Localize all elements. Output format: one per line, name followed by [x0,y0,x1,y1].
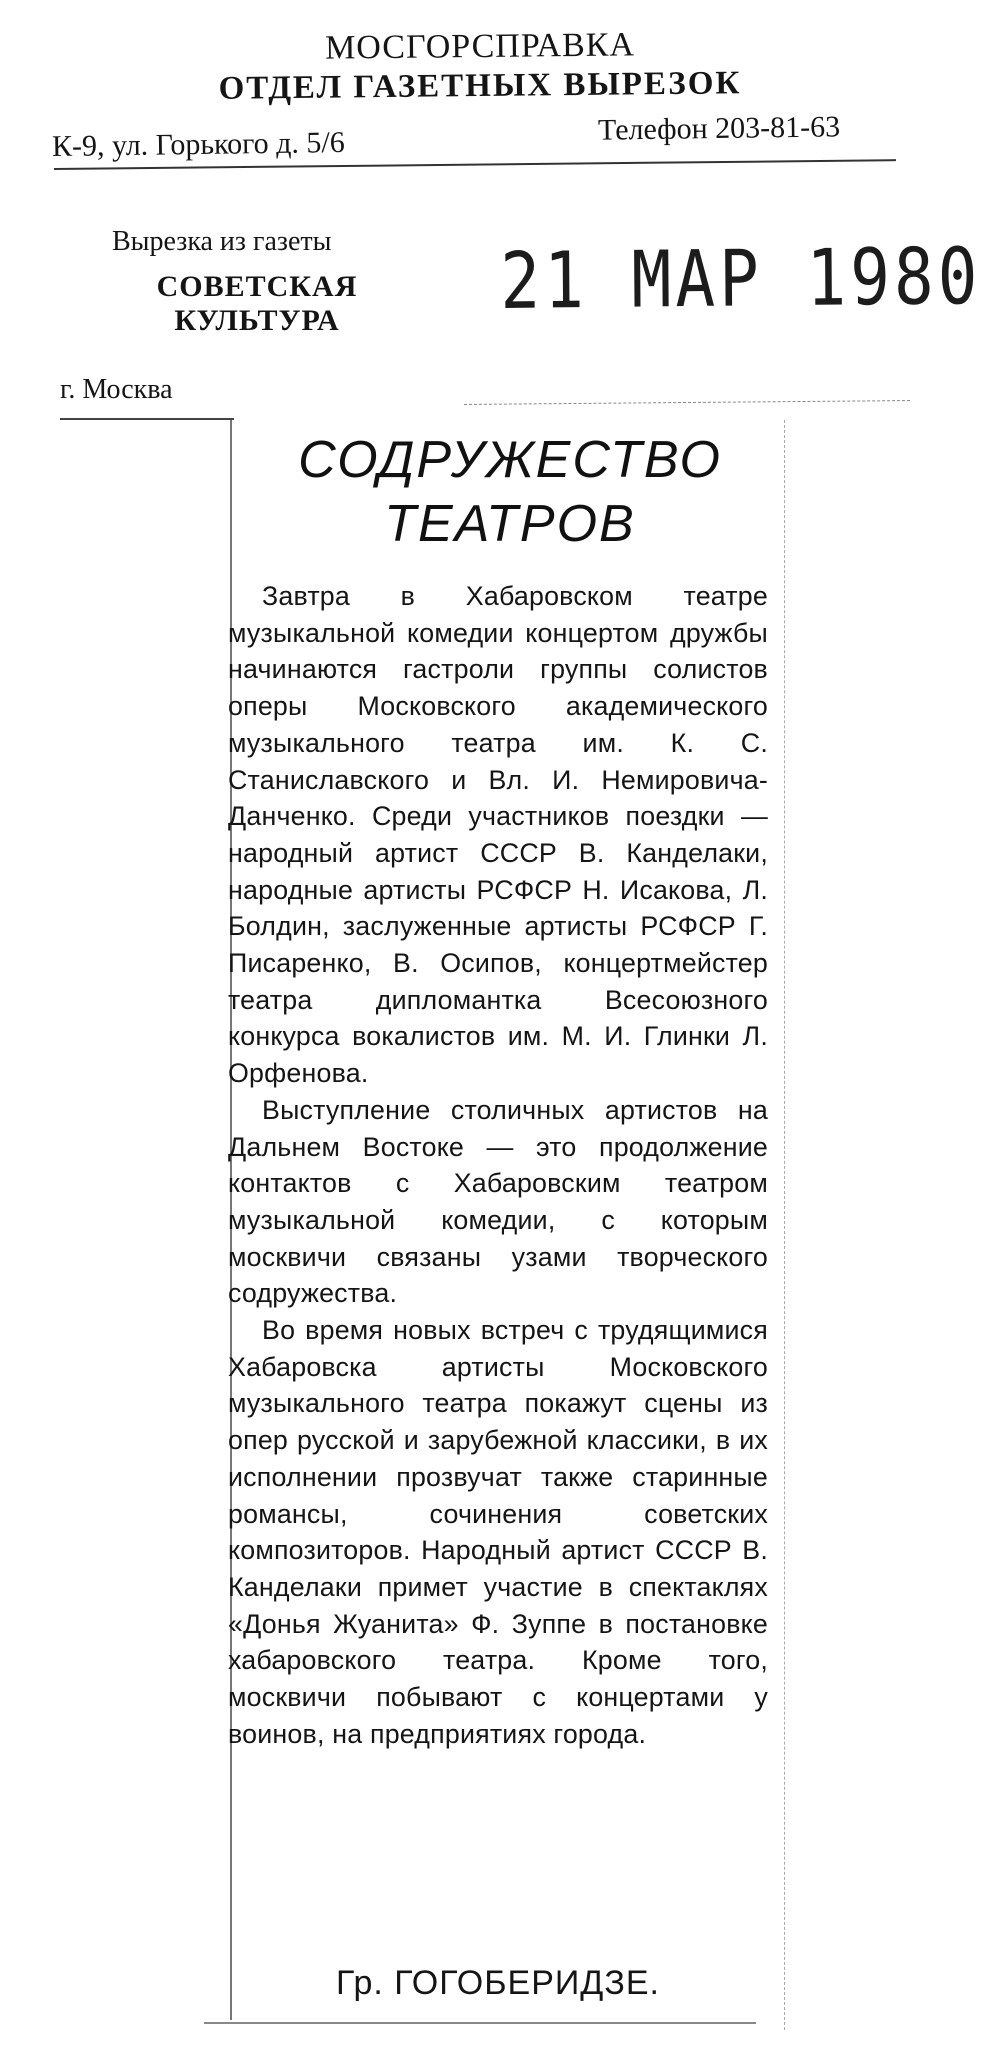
date-stamp: 21 МАР 1980 [500,231,982,327]
address: К-9, ул. Горького д. 5/6 [51,125,345,164]
article-paragraph: Завтра в Хабаровском театре музыкальной комедии концертом дружбы начинаются гастроли группы солистов оперы Московского академического музыкального театра им. К. С. Станиславского и Вл. И. Немировича-Данченко. Среди участников поездки — народный артист СССР В. Канделаки, народные артисты РСФСР Н. Исакова, Л. Болдин, заслуженные артисты РСФСР Г. Писаренко, В. Осипов, концертмейстер театра дипломантка Всесоюзного конкурса вокалистов им. М. И. Глинки Л. Орфенова. [228,581,768,1089]
article-headline: СОДРУЖЕСТВО ТЕАТРОВ [298,431,722,553]
department-name: ОТДЕЛ ГАЗЕТНЫХ ВЫРЕЗОК [218,65,742,107]
org-name: МОСГОРСПРАВКА [324,26,636,67]
clipping-rule [464,400,910,405]
article-paragraph: Выступление столичных артистов на Дальнем Востоке — это продолжение контактов с Хабаровским театром музыкальной комедии, с которым москвичи связаны узами творческого содружества. [228,1094,768,1309]
article-body [228,578,768,1753]
city-rule [60,418,234,420]
article-paragraph: Во время новых встреч с трудящимися Хабаровска артисты Московского музыкального театра покажут сцены из опер русской и зарубежной классики, в их исполнении прозвучат также старинные романсы, сочинения советских композиторов. Народный артист СССР В. Канделаки примет участие в спектаклях «Донья Жуанита» Ф. Зуппе в постановке хабаровского театра. Кроме того, москвичи побывают с концертами у воинов, на предприятиях города. [228,1315,768,1749]
bottom-rule [204,2022,756,2024]
city-label: г. Москва [60,374,173,405]
newspaper-name: СОВЕТСКАЯ КУЛЬТУРА [156,270,358,337]
author-signature: Гр. ГОГОБЕРИДЗЕ. [336,1964,660,2002]
phone-number: Телефон 203-81-63 [597,110,841,147]
clipping-label: Вырезка из газеты [112,226,332,257]
clipping-edge-right [784,420,785,2030]
